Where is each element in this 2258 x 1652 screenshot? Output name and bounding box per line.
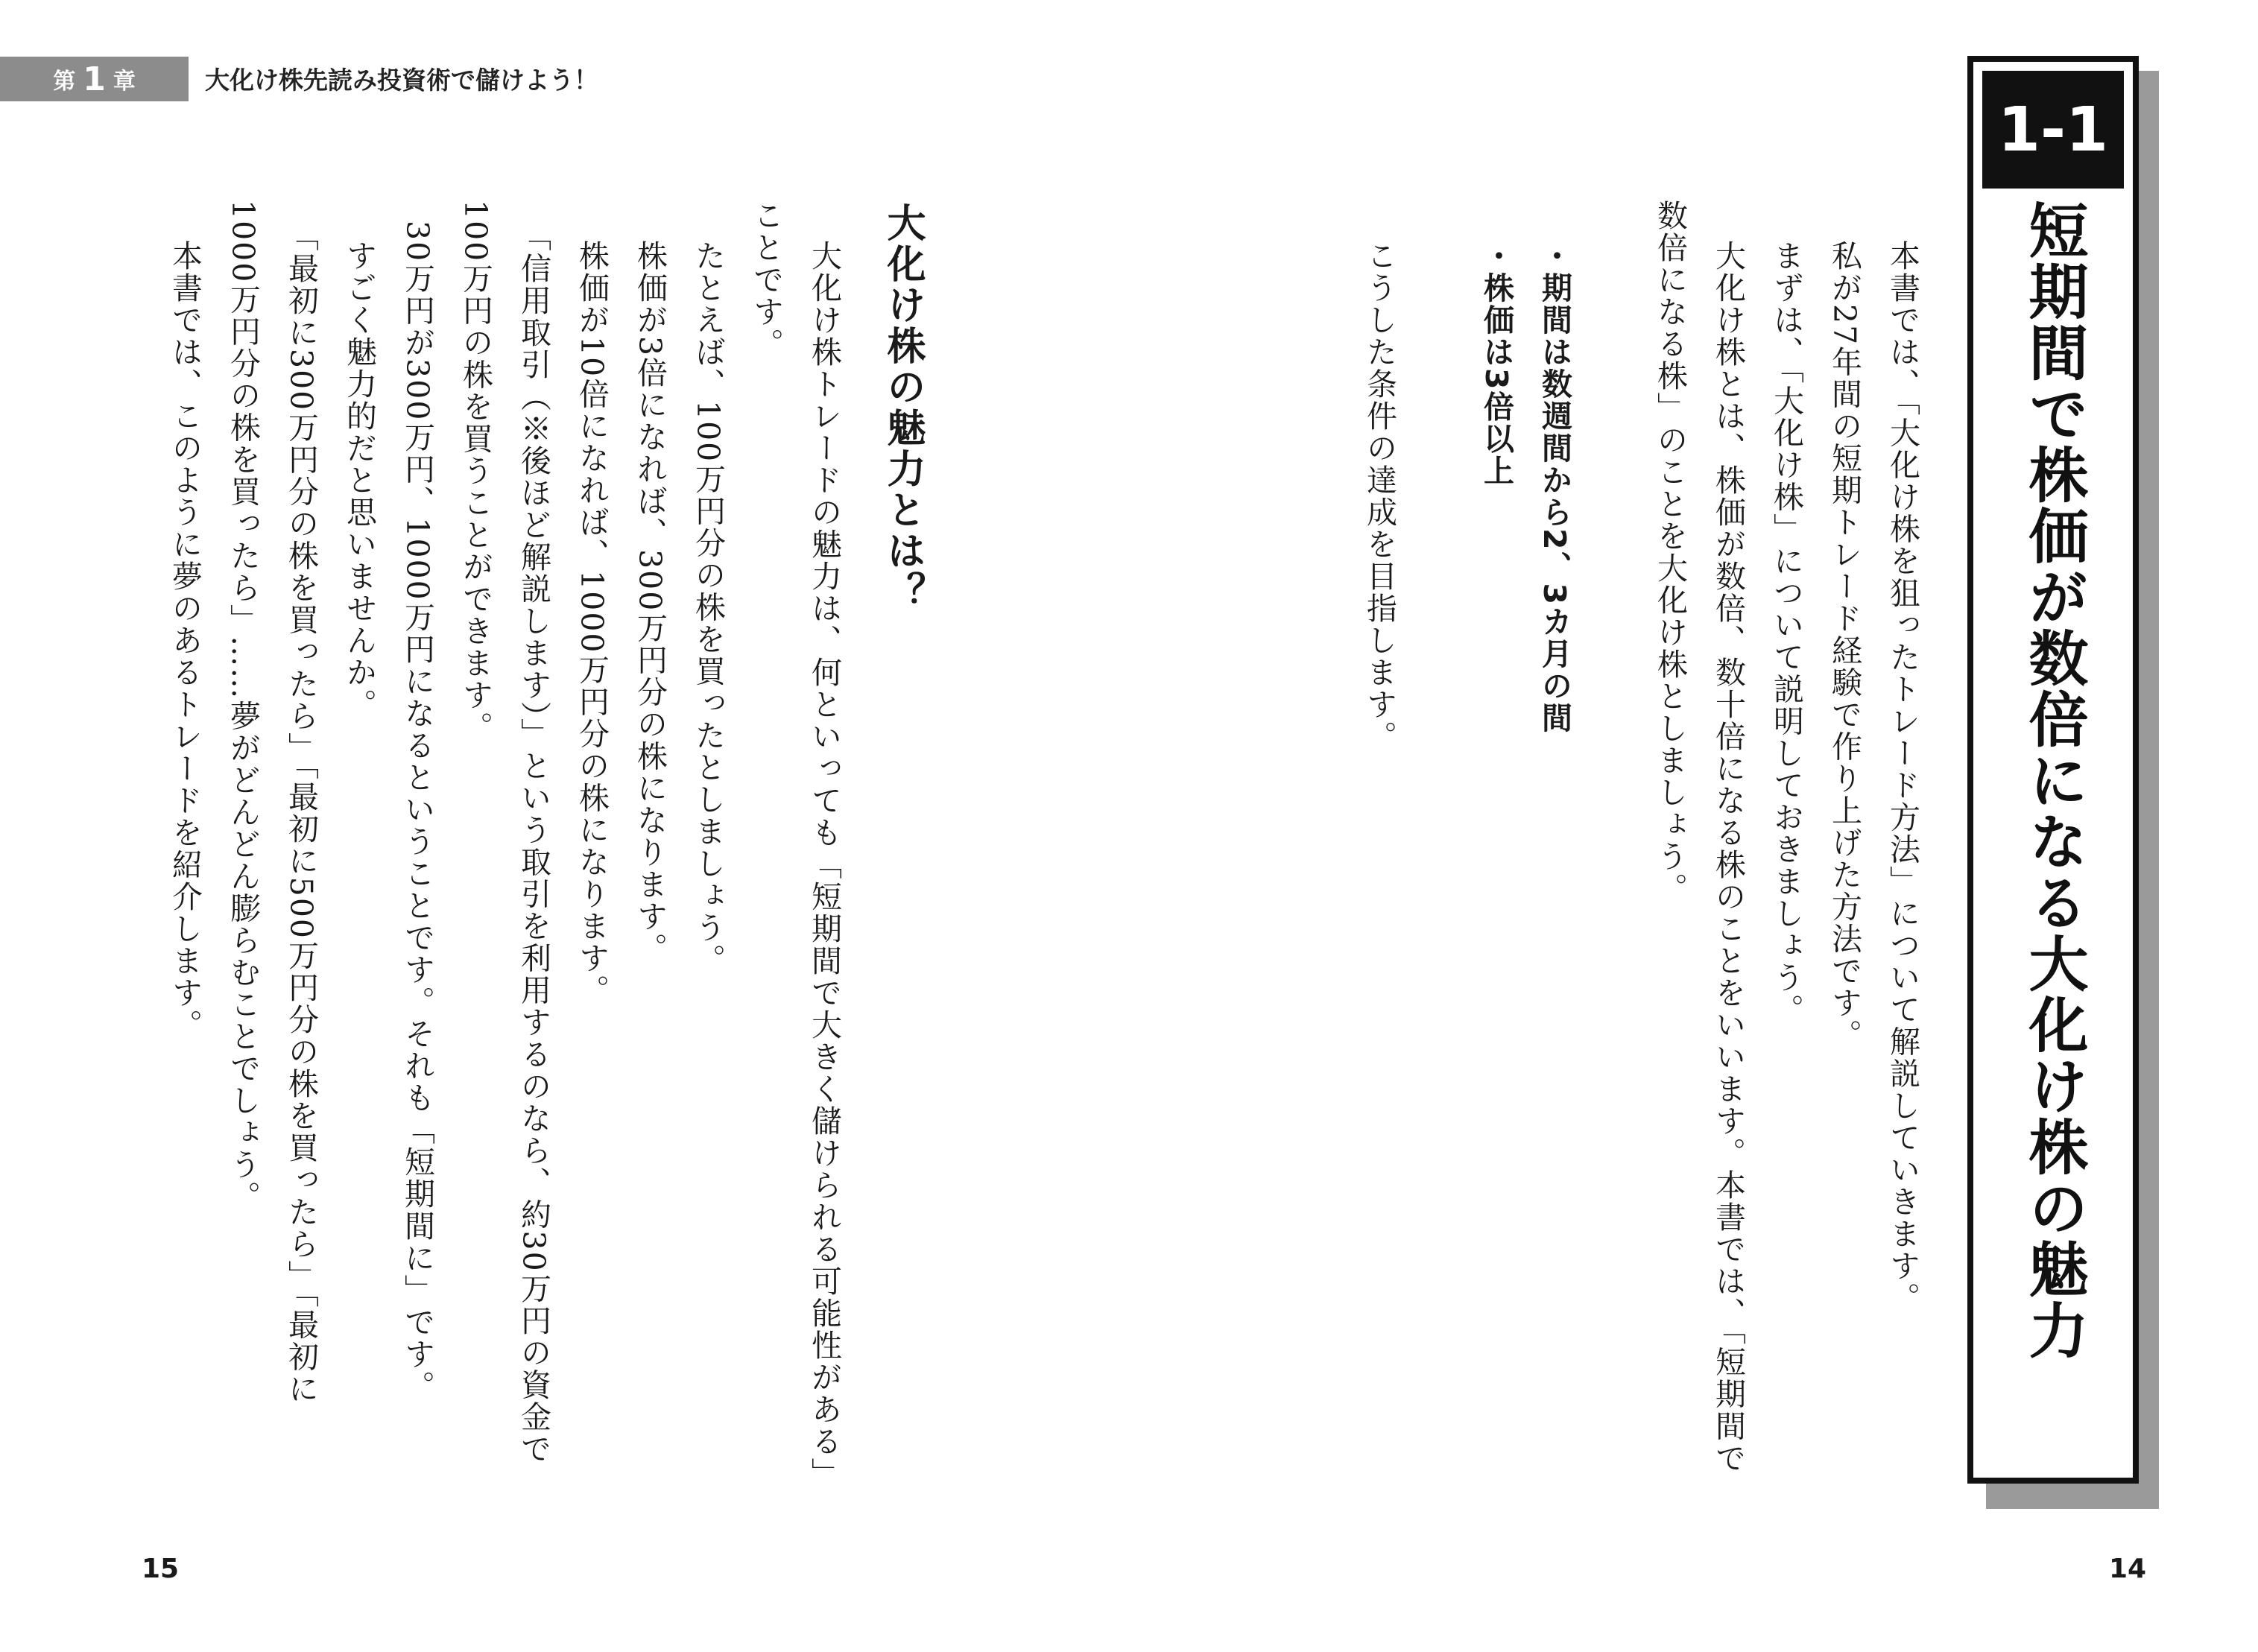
chapter-suffix: 章 xyxy=(113,69,136,95)
left-body-line-12: 本書では、このように夢のあるトレードを紹介します。 xyxy=(167,240,203,1041)
left-body-line-9: すごく魅力的だと思いませんか。 xyxy=(341,240,377,721)
bullet-item-2: ・株価は3倍以上 xyxy=(1479,240,1514,487)
page-number-left: 15 xyxy=(142,1554,180,1584)
left-body-line-2: ことです。 xyxy=(748,200,784,360)
bullet-item-1: ・期間は数週間から2、3カ月の間 xyxy=(1537,240,1572,735)
left-body-line-3: たとえば、100万円分の株を買ったとしましょう。 xyxy=(690,240,726,976)
left-body-line-11: 1000万円分の株を買ったら」……夢がどんどん膨らむことでしょう。 xyxy=(225,200,261,1213)
chapter-band xyxy=(0,57,189,101)
left-heading: 大化け株の魅力とは？ xyxy=(880,203,925,613)
chapter-title: 大化け株先読み投資術で儲けよう！ xyxy=(205,66,598,95)
left-body-line-10: 「最初に300万円分の株を買ったら」「最初に500万円分の株を買ったら」「最初に xyxy=(283,221,319,1405)
page-number-right: 14 xyxy=(2109,1554,2147,1584)
chapter-prefix: 第 xyxy=(53,69,76,95)
right-body-line-2: 私が27年間の短期トレード経験で作り上げた方法です。 xyxy=(1827,240,1862,1051)
right-closing-line: こうした条件の達成を目指します。 xyxy=(1362,240,1397,753)
left-body-line-5: 株価が10倍になれば、1000万円分の株になります。 xyxy=(574,240,610,1007)
left-body-line-4: 株価が3倍になれば、300万円分の株になります。 xyxy=(632,240,668,965)
right-body-line-4: 大化け株とは、株価が数倍、数十倍になる株のことをいいます。本書では、「短期間で xyxy=(1710,240,1746,1475)
left-body-line-6: 「信用取引（※後ほど解説します）」という取引を利用するのなら、約30万円の資金で xyxy=(516,221,551,1465)
section-number-badge: 1-1 xyxy=(1982,71,2124,189)
left-body-line-8: 30万円が300万円、1000万円になるということです。それも「短期間に」です。 xyxy=(399,221,435,1402)
right-body-line-1: 本書では、「大化け株を狙ったトレード方法」について解説していきます。 xyxy=(1885,240,1920,1314)
left-body-line-7: 100万円の株を買うことができます。 xyxy=(458,200,493,744)
right-body-line-3: まずは、「大化け株」について説明しておきましょう。 xyxy=(1768,240,1804,1026)
left-body-line-1: 大化け株トレードの魅力は、何といっても「短期間で大きく儲けられる可能性がある」 xyxy=(806,240,842,1490)
right-body-line-5: 数倍になる株」のことを大化け株としましょう。 xyxy=(1652,200,1688,905)
section-title: 短期間で株価が数倍になる大化け株の魅力 xyxy=(2019,200,2088,1361)
chapter-number: 1 xyxy=(83,60,106,98)
